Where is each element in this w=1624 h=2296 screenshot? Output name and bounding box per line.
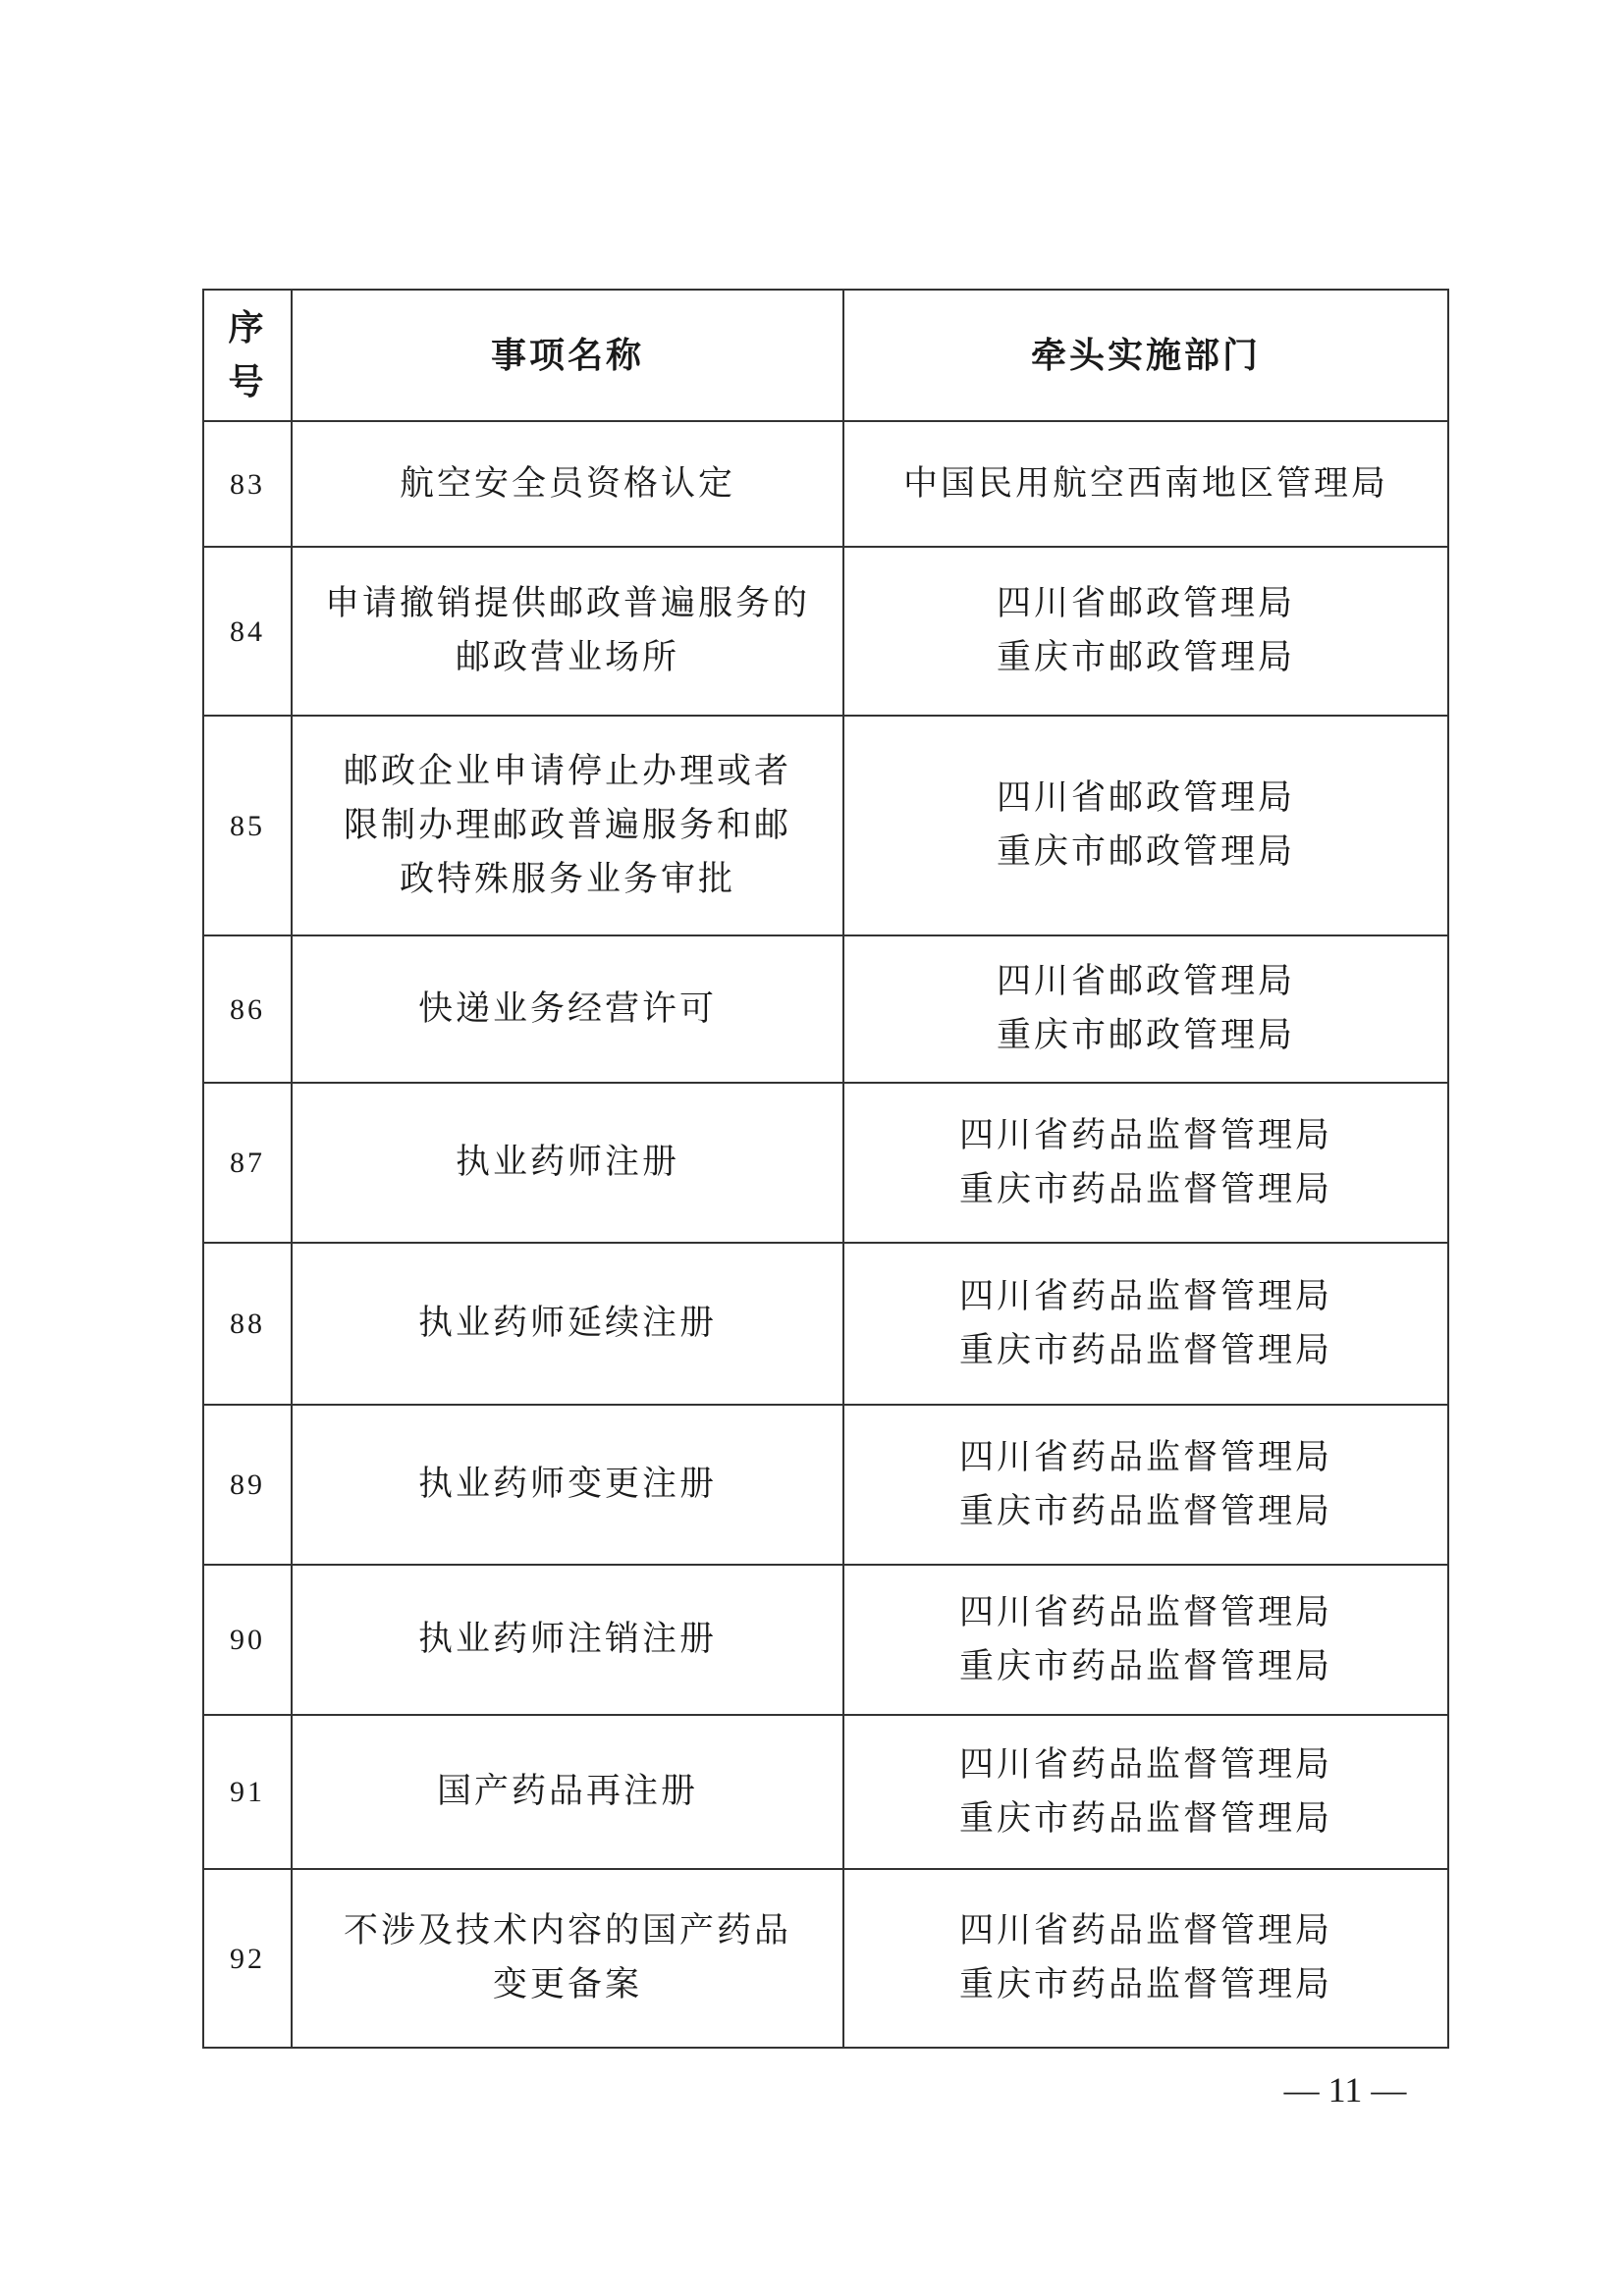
table-row <box>203 1083 1448 1243</box>
lead-department-line: 重庆市邮政管理局 <box>996 1016 1295 1055</box>
row-number: 83 <box>203 421 292 547</box>
lead-department <box>843 1565 1448 1715</box>
item-name <box>292 1565 843 1715</box>
lead-department-line: 重庆市邮政管理局 <box>996 832 1295 872</box>
item-name-line: 限制办理邮政普遍服务和邮 <box>343 805 791 845</box>
item-name-line: 执业药师延续注册 <box>417 1304 717 1343</box>
table-row <box>203 547 1448 716</box>
page-number: — 11 — <box>1283 2070 1407 2109</box>
item-name-line: 航空安全员资格认定 <box>399 463 735 504</box>
lead-department-line: 重庆市药品监督管理局 <box>958 1798 1332 1839</box>
lead-department <box>843 935 1448 1083</box>
item-name <box>292 421 843 547</box>
item-name-line: 不涉及技术内容的国产药品 <box>343 1911 791 1950</box>
item-name <box>292 1243 843 1405</box>
lead-department <box>843 1405 1448 1565</box>
lead-department-line: 四川省邮政管理局 <box>996 584 1295 623</box>
item-name-line: 国产药品再注册 <box>436 1772 698 1811</box>
row-number: 85 <box>203 716 292 935</box>
row-number: 91 <box>203 1715 292 1869</box>
lead-department-line: 四川省药品监督管理局 <box>958 1744 1332 1785</box>
lead-department-line: 四川省药品监督管理局 <box>958 1437 1332 1477</box>
table-header-row <box>203 290 1448 421</box>
item-name-line: 变更备案 <box>492 1965 642 2004</box>
row-number: 89 <box>203 1405 292 1565</box>
lead-department <box>843 716 1448 935</box>
lead-department-line: 中国民用航空西南地区管理局 <box>902 463 1388 504</box>
item-name <box>292 935 843 1083</box>
table-row <box>203 1715 1448 1869</box>
item-name-line: 邮政企业申请停止办理或者 <box>343 751 791 791</box>
lead-department-line: 四川省邮政管理局 <box>996 962 1295 1001</box>
table-row <box>203 716 1448 935</box>
lead-department-line: 四川省药品监督管理局 <box>958 1592 1332 1632</box>
lead-department-line: 四川省药品监督管理局 <box>958 1115 1332 1155</box>
table-row <box>203 1565 1448 1715</box>
lead-department-line: 重庆市邮政管理局 <box>996 638 1295 677</box>
header-no-line: 序 <box>228 308 267 348</box>
lead-department-line: 重庆市药品监督管理局 <box>958 1169 1332 1209</box>
table-row <box>203 1869 1448 2048</box>
lead-department <box>843 1083 1448 1243</box>
item-name <box>292 1715 843 1869</box>
item-name <box>292 1869 843 2048</box>
item-name-line: 快递业务经营许可 <box>417 988 717 1029</box>
table-row <box>203 1243 1448 1405</box>
item-name <box>292 547 843 716</box>
item-name-line: 申请撤销提供邮政普遍服务的 <box>324 584 810 623</box>
header-no <box>203 290 292 421</box>
item-name <box>292 716 843 935</box>
item-name-line: 执业药师注册 <box>455 1143 679 1182</box>
row-number: 84 <box>203 547 292 716</box>
table-row <box>203 1405 1448 1565</box>
lead-department <box>843 1715 1448 1869</box>
row-number: 88 <box>203 1243 292 1405</box>
header-name: 事项名称 <box>292 290 843 421</box>
lead-department-line: 重庆市药品监督管理局 <box>958 1646 1332 1686</box>
item-name-line: 执业药师变更注册 <box>417 1465 717 1504</box>
row-number: 92 <box>203 1869 292 2048</box>
header-dept: 牵头实施部门 <box>843 290 1448 421</box>
lead-department-line: 重庆市药品监督管理局 <box>958 1491 1332 1531</box>
lead-department-line: 重庆市药品监督管理局 <box>958 1330 1332 1370</box>
items-table <box>202 289 1449 2049</box>
lead-department-line: 重庆市药品监督管理局 <box>958 1965 1332 2004</box>
table-row <box>203 935 1448 1083</box>
row-number: 86 <box>203 935 292 1083</box>
table-body <box>203 421 1448 2048</box>
item-name <box>292 1083 843 1243</box>
row-number: 87 <box>203 1083 292 1243</box>
item-name-line: 执业药师注销注册 <box>417 1620 717 1659</box>
lead-department <box>843 1869 1448 2048</box>
lead-department-line: 四川省邮政管理局 <box>996 778 1295 818</box>
lead-department-line: 四川省药品监督管理局 <box>958 1276 1332 1316</box>
item-name <box>292 1405 843 1565</box>
row-number: 90 <box>203 1565 292 1715</box>
lead-department <box>843 421 1448 547</box>
lead-department-line: 四川省药品监督管理局 <box>958 1911 1332 1950</box>
table-row <box>203 421 1448 547</box>
header-no-line: 号 <box>228 362 267 402</box>
lead-department <box>843 1243 1448 1405</box>
item-name-line: 邮政营业场所 <box>455 638 679 677</box>
lead-department <box>843 547 1448 716</box>
item-name-line: 政特殊服务业务审批 <box>399 859 735 899</box>
